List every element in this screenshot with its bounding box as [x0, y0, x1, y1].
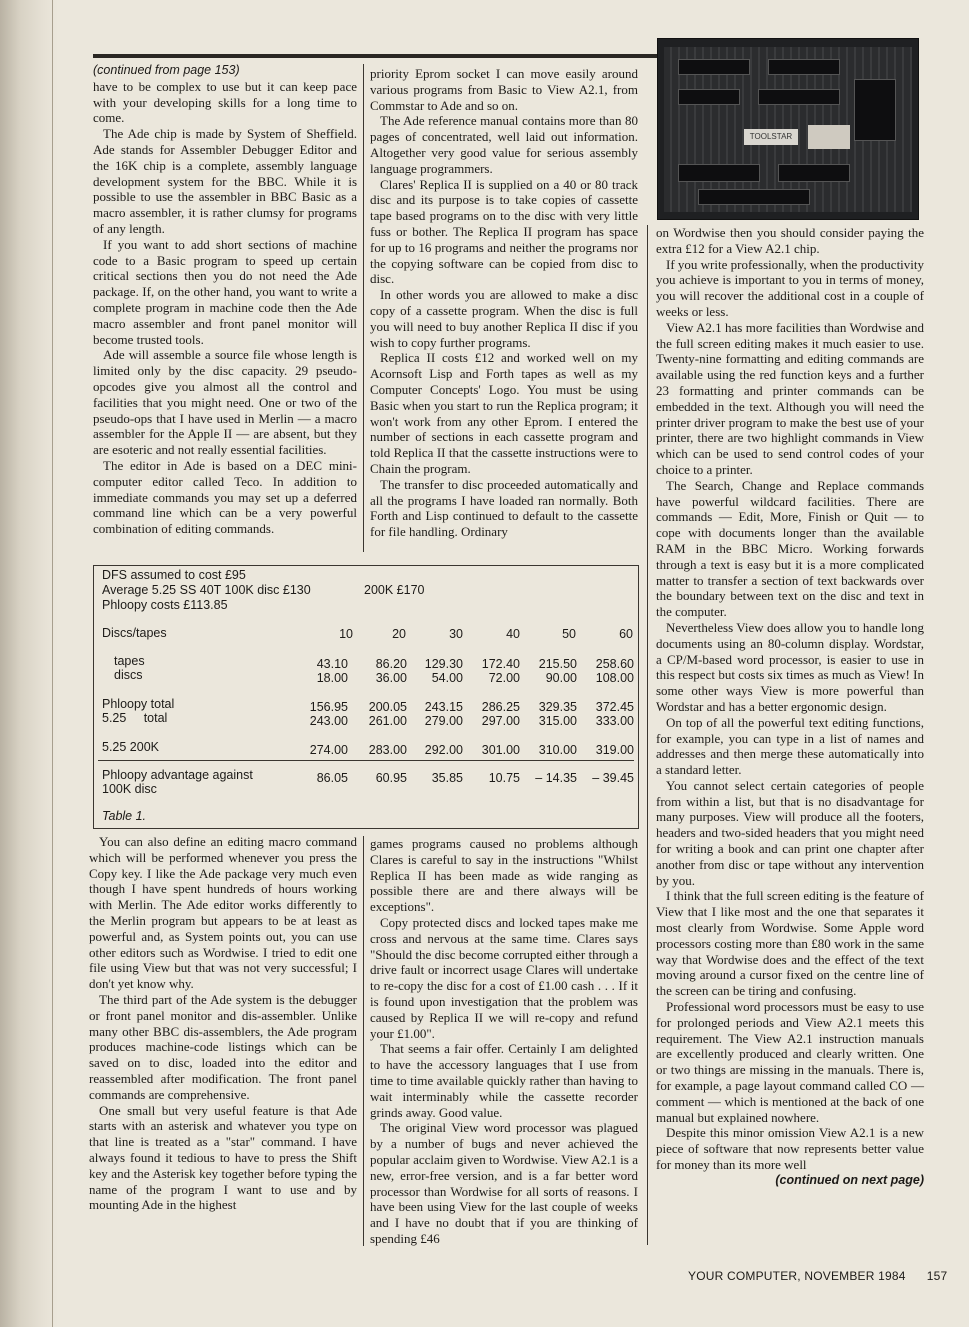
table-cell: 329.35 [538, 700, 577, 714]
table-note-disc-cost: Average 5.25 SS 40T 100K disc £130 [102, 583, 311, 597]
chip [678, 59, 750, 75]
chip [678, 164, 760, 182]
column-3 [656, 225, 924, 1189]
paragraph: Despite this minor omission View A2.1 is a new piece of software that now represents better value for money than its more well [656, 1125, 924, 1173]
table-cell: 60.95 [375, 771, 407, 785]
table-cell: 319.00 [595, 743, 634, 757]
paragraph: priority Eprom socket I can move easily around various programs from Basic to View A2.1, from Commstar to Ade and so on. [370, 66, 638, 113]
continued-from: (continued from page 153) [93, 63, 240, 77]
paragraph: You cannot select certain categories of people from within a list, but that is no disadvantage for many purposes. View will produce all the footers, headers and two-sided headers that you might need for writing a book and can print one chapter after another from disc or tape without any intervention by you. [656, 777, 924, 888]
paragraph: Replica II costs £12 and worked well on my Acornsoft Lisp and Forth tapes as well as my Computer Concepts' Logo. You must be using Basic when you start to run the Replica program; it won't work from any other Eprom. I entered the number of sections in each cassette program and told Replica II that the cassette instructions were to Chain the program. [370, 350, 638, 476]
table-cell: 283.00 [368, 743, 407, 757]
column-2-bottom [370, 836, 638, 1247]
paragraph: I think that the full screen editing is the feature of View that I like most and the one that separates it most clearly from Wordwise. Some Apple word processors costing more than £80 work in the same way that Wordwise does and the effect of the text moving around a cursor fixed on the centre line of the screen can be tiring and confusing. [656, 888, 924, 999]
paragraph: You can also define an editing macro command which will be performed whenever you press the Copy key. I like the Ade package very much even though I have spent hundreds of hours working with Merlin. The Ade editor works differently to the Merlin program but appears to be at least as powerful and, as System points out, you can use other editors such as Wordwise. I tried to edit one file using View but that was not very successful; I don't yet know why. [89, 834, 357, 992]
chip-sticker [808, 125, 850, 149]
table-cell: 18.00 [316, 671, 348, 685]
table-cell: 86.05 [316, 771, 348, 785]
magazine-name: YOUR COMPUTER, NOVEMBER 1984 [688, 1269, 906, 1283]
chip [678, 89, 740, 105]
column-divider [647, 225, 648, 1245]
table-column-header: 20 [392, 627, 406, 641]
gutter-fold-line [52, 0, 53, 1327]
paragraph: games programs caused no problems although Clares is careful to say in the instructions "Whilst Replica II has been made as wide ranging as possible there are and there always will be exceptions". [370, 836, 638, 915]
chip [854, 79, 896, 141]
table-row-label: 100K disc [102, 782, 157, 796]
paragraph: Nevertheless View does allow you to handle long documents using an 80-column display. Wordstar, a CP/M-based word processor, is easier to use in this respect but costs six times as much as View! In some other ways View is more powerful than Wordstar and has a better ergonomic design. [656, 619, 924, 714]
table-column-header: 10 [339, 627, 353, 641]
paragraph: on Wordwise then you should consider paying the extra £12 for a View A2.1 chip. [656, 225, 924, 256]
table-cell: 10.75 [488, 771, 520, 785]
table-cell: 315.00 [538, 714, 577, 728]
paragraph: have to be complex to use but it can keep pace with your developing skills for a long time to come. [93, 78, 357, 126]
paragraph: On top of all the powerful text editing functions, for example, you can type in a list of names and addresses and then merge these automatically into a standard letter. [656, 714, 924, 778]
chip [698, 189, 810, 205]
table-cell: – 39.45 [592, 771, 634, 785]
column-2-top [370, 66, 638, 540]
paragraph: The original View word processor was plagued by a number of bugs and never achieved the popular acclaim given to Wordwise. View A2.1 is a new, error-free version, and is a far better word processor than Wordwise for all sorts of reasons. I have been using View for the last couple of weeks and I have no doubt that if you are thinking of spending £46 [370, 1120, 638, 1246]
chip [768, 59, 840, 75]
table-cell: 90.00 [545, 671, 577, 685]
paragraph: The Search, Change and Replace commands have powerful wildcard facilities. There are commands — Edit, More, Finish or Quit — to cope with documents longer than the available RAM in the BBC Micro. Working forwards through a text is easy but it is a more complicated matter to transfer a section of text backwards over the boundary between text on the disc and text in the computer. [656, 477, 924, 620]
page-gutter [0, 0, 58, 1327]
table-cell: 243.00 [309, 714, 348, 728]
paragraph: The editor in Ade is based on a DEC mini-computer editor called Teco. In addition to immediate commands you may set up a deferred command line which can be a very powerful combination of editing commands. [93, 457, 357, 537]
table-cell: 297.00 [481, 714, 520, 728]
paragraph: That seems a fair offer. Certainly I am delighted to have the accessory languages that I use from time to time available quickly rather than having to wait interminably while the cassette recorder grinds away. Good value. [370, 1041, 638, 1120]
paragraph: Professional word processors must be easy to use for prolonged periods and View A2.1 meets this requirement. The View A2.1 instruction manuals are excellently produced and clearly written. One or two things are missing in the manuals. There is, for example, a page layout command called CO — comment — which is mentioned at the back of one manual but explained nowhere. [656, 999, 924, 1125]
table-cell: 156.95 [309, 700, 348, 714]
column-1-top [93, 63, 357, 537]
chip [758, 89, 840, 105]
table-cell: 279.00 [424, 714, 463, 728]
continued-next: (continued on next page) [775, 1172, 924, 1187]
table-cell: 35.85 [431, 771, 463, 785]
table-cell: 108.00 [595, 671, 634, 685]
table-cell: 72.00 [488, 671, 520, 685]
table-note-dfs: DFS assumed to cost £95 [102, 568, 246, 582]
column-divider [363, 836, 364, 1246]
table-column-header: 50 [562, 627, 576, 641]
table-cell: 54.00 [431, 671, 463, 685]
table-cell: 36.00 [375, 671, 407, 685]
table-column-header: 30 [449, 627, 463, 641]
table-caption: Table 1. [102, 809, 147, 823]
column-1-bottom [89, 834, 357, 1213]
table-cell: 200.05 [368, 700, 407, 714]
table-cell: 261.00 [368, 714, 407, 728]
paragraph: The third part of the Ade system is the debugger or front panel monitor and dis-assembler. Unlike many other BBC dis-assemblers, the Ade program produces machine-code listings which can be saved on to disc, loaded into the editor and reassembled after modification. The front panel commands are comprehensive. [89, 991, 357, 1102]
circuit-board-photo [657, 38, 919, 220]
table-cell: 292.00 [424, 743, 463, 757]
table-cell: 286.25 [481, 700, 520, 714]
paragraph: View A2.1 has more facilities than Wordwise and the full screen editing makes it much easier to use. Twenty-nine formatting and editing commands are available using the red function keys and a further 23 formatting and printer commands can be embedded in the text. Although you will need the printer driver program to make the best use of your printer, there are two highlight commands in View which can be used to send control codes of your choice to a printer. [656, 319, 924, 477]
table-cell: 372.45 [595, 700, 634, 714]
table-divider [98, 760, 634, 761]
table-column-header: 60 [619, 627, 633, 641]
page-footer [688, 1269, 947, 1283]
table-column-header: 40 [506, 627, 520, 641]
paragraph: One small but very useful feature is that Ade starts with an asterisk and whatever you type on that line is treated as a "star" command. I have always found it tedious to have to press the Shift key and the Asterisk key together before typing the name of the program I want to use and by mounting Ade in the highest [89, 1102, 357, 1213]
table-cell: 172.40 [481, 657, 520, 671]
table-row-label: Phloopy advantage against [102, 768, 253, 782]
table-note-200k: 200K £170 [364, 583, 425, 597]
paragraph: If you want to add short sections of machine code to a Basic program to speed up certain critical sections then you do not need the Ade package. If, on the other hand, you want to write a complete program in machine code then the Ade macro assembler and front panel monitor will become trusted tools. [93, 236, 357, 347]
paragraph: In other words you are allowed to make a disc copy of a cassette program. When the disc is full you will need to buy another Replica II disc if you wish to copy further programs. [370, 287, 638, 350]
paragraph: Copy protected discs and locked tapes make me cross and nervous at the same time. Clares says "Should the disc become corrupted either through a drive fault or incorrect usage Clares will undertake to re-copy the disc for a cost of £1.00 cash . . . If it is found upon investigation that the problem was caused by Replica II we will re-copy and refund your £1.00". [370, 914, 638, 1041]
paragraph: Clares' Replica II is supplied on a 40 or 80 track disc and its purpose is to take copies of cassette tape based programs on to the disc with very little fuss or bother. The Replica II program has space for up to 16 programs and neither the programs nor the copying software can be copied from disc to disc. [370, 176, 638, 287]
table-cell: 215.50 [538, 657, 577, 671]
page-number: 157 [926, 1269, 948, 1283]
table-cell: 86.20 [375, 657, 407, 671]
table-row-label: discs [114, 668, 143, 682]
toolstar-label: TOOLSTAR [744, 129, 798, 145]
table-cell: 258.60 [595, 657, 634, 671]
paragraph: Ade will assemble a source file whose length is limited only by the disc capacity. 29 pseudo-opcodes give you almost all the control and facilities that you might need. One or two of the pseudo-ops that I have used in Merlin — a macro assembler for the Apple II — are absent, but they are esoteric and not really essential facilities. [93, 347, 357, 458]
table-row-label: tapes [114, 654, 145, 668]
table-cell: 333.00 [595, 714, 634, 728]
paragraph: If you write professionally, when the productivity you achieve is important to you in terms of money, you will recover the additional cost in a couple of weeks or less. [656, 256, 925, 319]
paragraph: The Ade reference manual contains more than 80 pages of concentrated, well laid out information. Altogether very good value for serious assembly language programmers. [370, 113, 638, 176]
table-cell: 243.15 [424, 700, 463, 714]
table-cell: 310.00 [538, 743, 577, 757]
table-note-phloopy: Phloopy costs £113.85 [102, 598, 228, 612]
top-rule [93, 54, 660, 58]
paragraph: The transfer to disc proceeded automatically and all the programs I have loaded ran normally. Both Forth and Lisp continued to default to the cassette for file handling. Ordinary [370, 476, 638, 540]
table-cell: 129.30 [424, 657, 463, 671]
table-cell: 301.00 [481, 743, 520, 757]
table-row-label: 5.25 200K [102, 740, 159, 754]
paragraph: The Ade chip is made by System of Sheffield. Ade stands for Assembler Debugger Editor and the 16K chip is a complete, assembly language development system for the BBC. While it is possible to use the assembler in BBC Basic as a macro assembler, it is rather clumsy for programs of any length. [93, 126, 357, 236]
table-row-label: 5.25 total [102, 711, 168, 725]
chip [778, 164, 850, 182]
table-cell: 274.00 [309, 743, 348, 757]
table-header-label: Discs/tapes [102, 626, 167, 640]
table-row-label: Phloopy total [102, 697, 175, 711]
table-cell: 43.10 [316, 657, 348, 671]
column-divider [363, 64, 364, 552]
table-cell: – 14.35 [535, 771, 577, 785]
table-1 [93, 565, 639, 829]
